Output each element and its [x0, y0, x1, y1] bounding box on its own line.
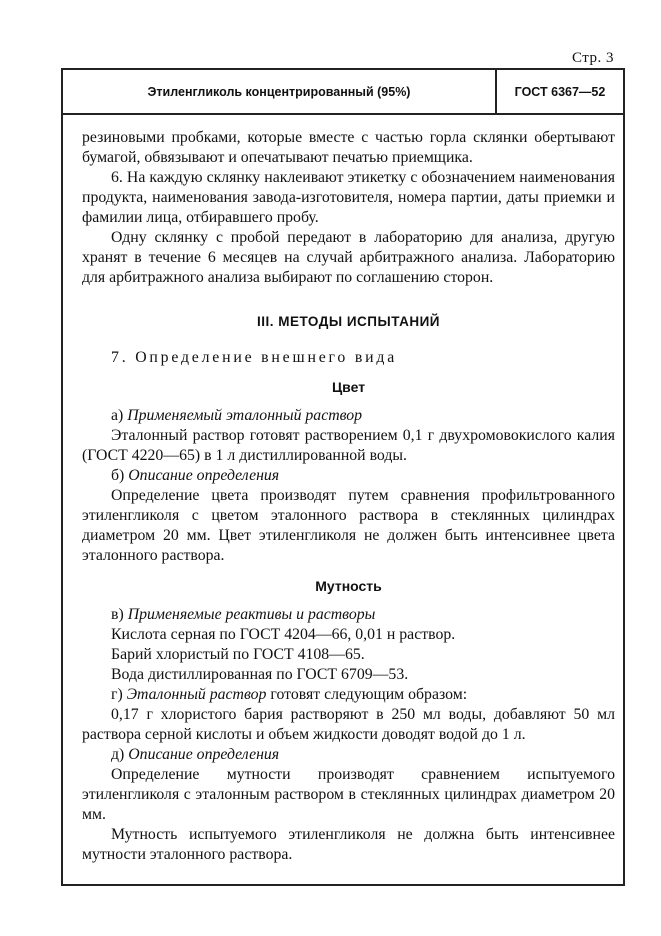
document-header — [61, 68, 625, 115]
section-title: III. МЕТОДЫ ИСПЫТАНИЙ — [257, 314, 440, 329]
standard-number: ГОСТ 6367—52 — [514, 84, 606, 99]
subsection-b-body: Определение цвета производят путем сравнения профильтрованного этиленгликоля с цветом эталонного раствора в стеклянных цилиндрах диаметром 20 мм. Цвет этиленгликоля не должен быть интенсивнее цвета эталонного раствора. — [82, 487, 615, 564]
turbidity-subheading: Мутность — [315, 578, 382, 594]
subsection-g-heading — [82, 685, 615, 705]
reagent-3: Вода дистиллированная по ГОСТ 6709—53. — [111, 666, 409, 683]
subsection-b-label: б) — [111, 467, 125, 484]
page-content — [82, 128, 615, 865]
final-paragraph: Мутность испытуемого этиленгликоля не должна быть интенсивнее мутности эталонного раствора. — [82, 826, 615, 863]
subsection-d-title: Описание определения — [128, 746, 280, 763]
subsection-d-heading — [82, 745, 615, 765]
subsection-g-label: г) — [111, 686, 123, 703]
page-number: Стр. 3 — [572, 50, 615, 66]
paragraph-sample-storage: Одну склянку с пробой передают в лабораторию для анализа, другую хранят в течение 6 месяцев на случай арбитражного анализа. Лабораторию для арбитражного анализа выбирают по соглашению сторон. — [82, 229, 615, 286]
subsection-g-body: 0,17 г хлористого бария растворяют в 250 мл воды, добавляют 50 мл раствора серной кислоты и объем жидкости доводят водой до 1 л. — [82, 706, 615, 743]
document-title: Этиленгликоль концентрированный (95%) — [63, 70, 497, 113]
subsection-v-title: Применяемые реактивы и растворы — [127, 606, 376, 623]
reagent-1: Кислота серная по ГОСТ 4204—66, 0,01 н раствор. — [111, 626, 456, 643]
subsection-d-body: Определение мутности производят сравнением испытуемого этиленгликоля с эталонным раствором в стеклянных цилиндрах диаметром 20 мм. — [82, 766, 615, 823]
subsection-a-body: Эталонный раствор готовят растворением 0,1 г двухромовокислого калия (ГОСТ 4220—65) в 1 л дистиллированной воды. — [82, 427, 615, 464]
subsection-a-label: а) — [111, 407, 124, 424]
subsection-b-title: Описание определения — [128, 467, 280, 484]
subsection-a-title: Применяемый эталонный раствор — [127, 407, 363, 424]
subsection-d-label: д) — [111, 746, 125, 763]
paragraph-continuation: резиновыми пробками, которые вместе с частью горла склянки обертывают бумагой, обвязывают и опечатывают печатью приемщика. — [82, 129, 615, 166]
paragraph-item-6: 6. На каждую склянку наклеивают этикетку с обозначением наименования продукта, наименования завода-изготовителя, номера партии, даты приемки и фамилии лица, отбиравшего пробу. — [82, 169, 615, 226]
item-7-heading: 7. Определение внешнего вида — [111, 349, 398, 366]
subsection-v-label: в) — [111, 606, 124, 623]
subsection-g-title: Эталонный раствор — [126, 686, 267, 703]
subsection-v-heading — [82, 605, 615, 625]
reagent-2: Барий хлористый по ГОСТ 4108—65. — [111, 646, 365, 663]
subsection-a-heading — [82, 406, 615, 426]
color-subheading: Цвет — [331, 379, 366, 395]
subsection-g-rest: готовят следующим образом: — [270, 686, 468, 703]
subsection-b-heading — [82, 466, 615, 486]
